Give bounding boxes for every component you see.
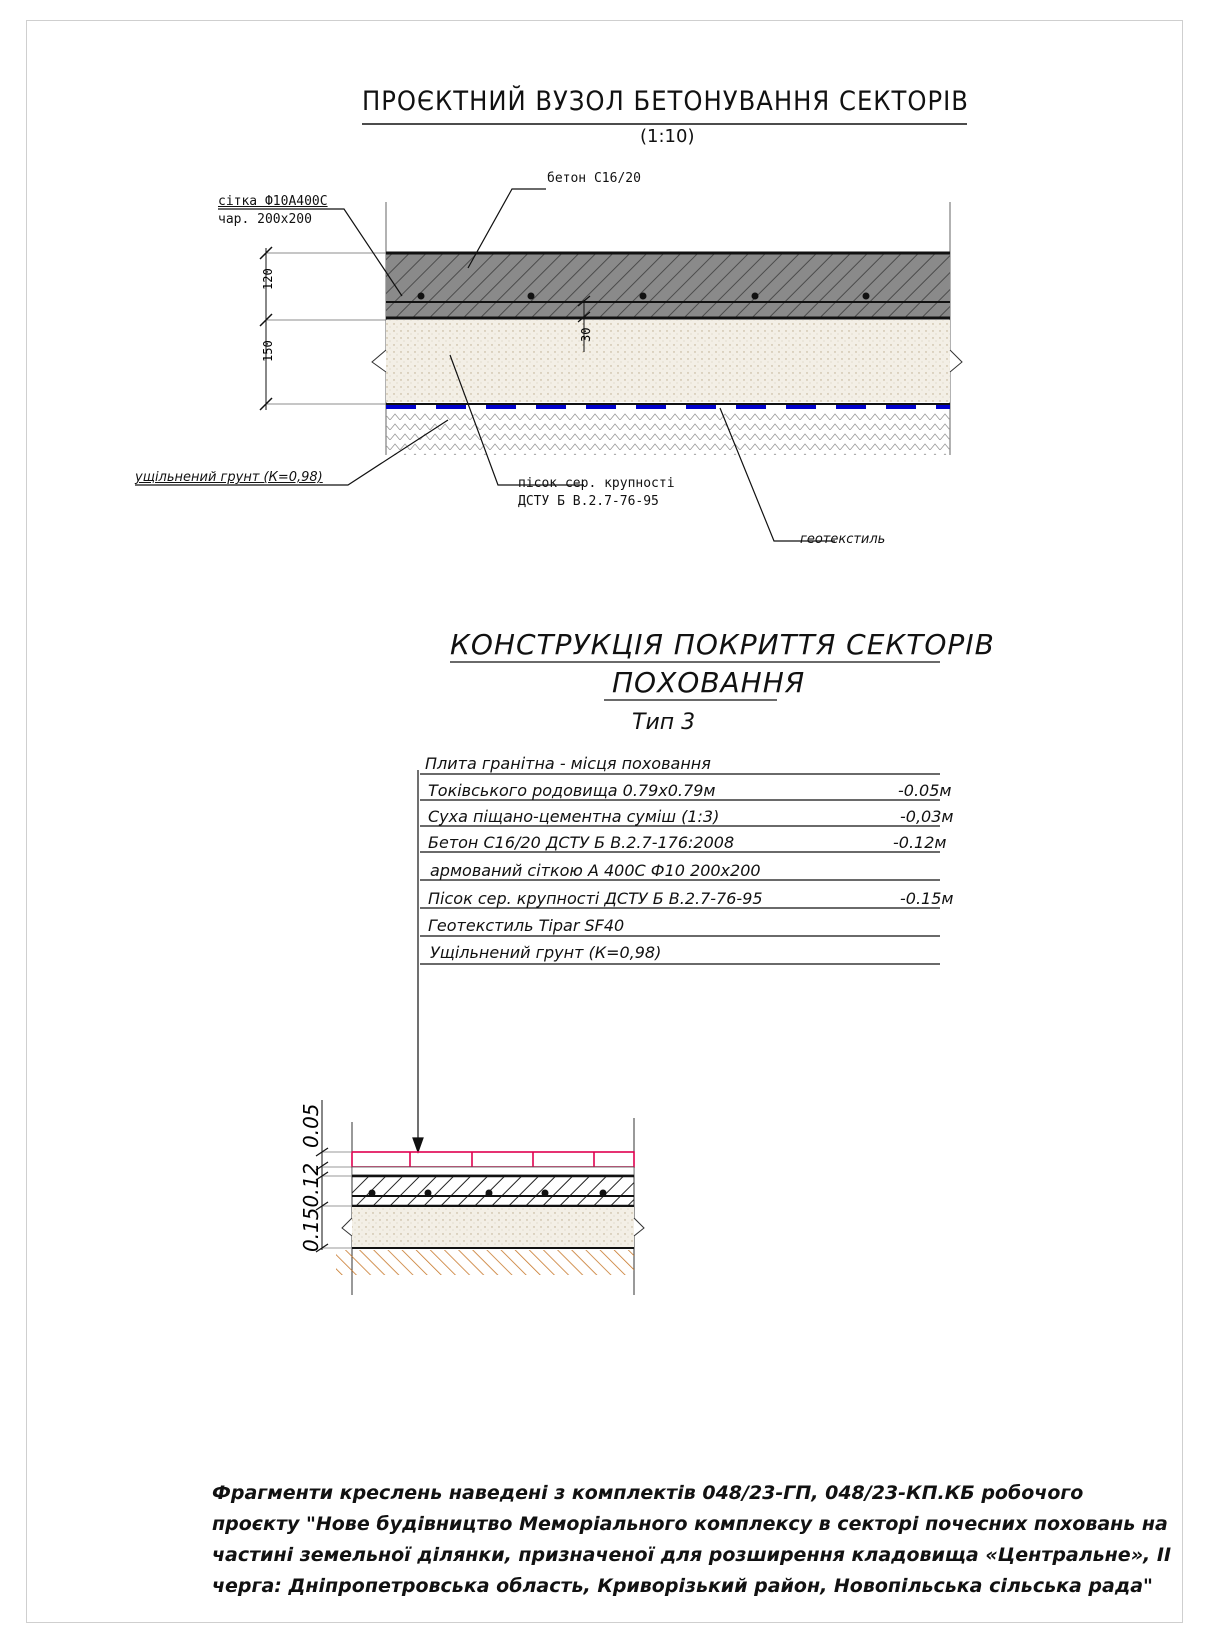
table-row: Плита гранітна - місця поховання — [425, 754, 711, 773]
table-row: Ущільнений грунт (К=0,98) — [430, 943, 662, 962]
footnote-line: проєкту "Нове будівництво Меморіального комплексу в секторі почесних поховань на — [212, 1513, 1168, 1535]
dim-120: 120 — [261, 268, 275, 290]
footnote-line: черга: Дніпропетровська область, Криворізький район, Новопільська сільська рада" — [212, 1575, 1153, 1597]
construction-title-2: ПОХОВАННЯ — [612, 666, 806, 699]
label-sand-1: пісок сер. крупності — [518, 476, 675, 491]
pavement-section — [299, 1100, 644, 1295]
table-row: Бетон С16/20 ДСТУ Б В.2.7-176:2008 — [428, 833, 735, 852]
dim-150: 150 — [261, 340, 275, 362]
label-soil: ущільнений грунт (К=0,98) — [135, 470, 323, 485]
table-row: Токівського родовища 0.79х0.79м — [428, 781, 716, 800]
construction-type: Тип 3 — [632, 710, 696, 735]
label-mesh-1: сітка Ф10А400С — [218, 194, 328, 209]
footnote-line: Фрагменти креслень наведені з комплектів 048/23-ГП, 048/23-КП.КБ робочого — [212, 1482, 1084, 1504]
label-geotextile: геотекстиль — [800, 532, 886, 547]
footnote-line: частині земельної ділянки, призначеної для розширення кладовища «Центральне», ІІ — [212, 1544, 1172, 1566]
table-value: -0.15м — [900, 889, 954, 908]
footnote — [212, 1478, 1172, 1602]
soil-layer-2 — [336, 1250, 634, 1275]
label-mesh-2: чар. 200х200 — [218, 212, 312, 227]
table-value: -0,03м — [900, 807, 954, 826]
granite-layer — [352, 1152, 634, 1167]
table-value: -0.12м — [893, 833, 947, 852]
dim-005: 0.05 — [299, 1103, 323, 1148]
label-sand-2: ДСТУ Б В.2.7-76-95 — [518, 494, 659, 509]
construction-title-1: КОНСТРУКЦІЯ ПОКРИТТЯ СЕКТОРІВ — [450, 628, 995, 661]
table-row: Пісок сер. крупності ДСТУ Б В.2.7-76-95 — [428, 889, 763, 908]
dim-015-012: 0.150.12 — [299, 1162, 323, 1252]
table-row: армований сіткою А 400С Ф10 200х200 — [430, 861, 761, 880]
table-value: -0.05м — [898, 781, 952, 800]
concrete-layer-2 — [352, 1176, 634, 1206]
table-row: Геотекстиль Tipar SF40 — [428, 916, 625, 935]
detail-scale: (1:10) — [640, 126, 695, 147]
table-row: Суха піщано-цементна суміш (1:3) — [428, 807, 720, 826]
soil-layer — [386, 410, 950, 455]
label-concrete: бетон С16/20 — [547, 171, 641, 186]
dim-30: 30 — [579, 327, 593, 342]
detail-title: ПРОЄКТНИЙ ВУЗОЛ БЕТОНУВАННЯ СЕКТОРІВ — [362, 86, 969, 117]
